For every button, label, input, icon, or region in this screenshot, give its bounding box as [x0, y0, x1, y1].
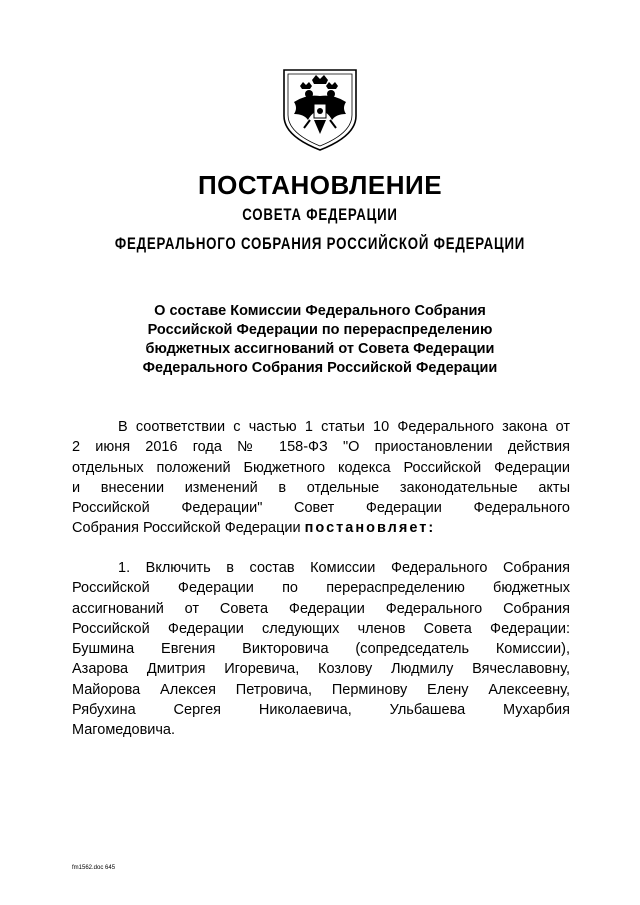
paragraph-line: Азарова Дмитрия Игоревича, Козлову Людмилу Вячеславовну,: [72, 661, 570, 678]
document-title: ПОСТАНОВЛЕНИЕ: [197, 170, 443, 200]
paragraph-line: отдельных положений Бюджетного кодекса Российской Федерации: [72, 459, 570, 476]
paragraph-line: [72, 518, 570, 538]
coat-of-arms-icon: [276, 64, 364, 154]
subject-line: О составе Комиссии Федерального Собрания: [154, 303, 486, 319]
paragraph-line: и внесении изменений в отдельные законодательные акты: [72, 479, 570, 496]
document-code: fm1562.doc 645: [72, 865, 116, 871]
paragraph-line-text: Собрания Российской Федерации: [72, 520, 301, 537]
paragraph-line: Российской Федерации" Совет Федерации Федерального: [72, 500, 570, 517]
document-subject: [80, 302, 560, 378]
document-subtitle-line2: ФЕДЕРАЛЬНОГО СОБРАНИЯ РОССИЙСКОЙ ФЕДЕРАЦИИ: [114, 234, 526, 253]
paragraph-line: Российской Федерации по перераспределению бюджетных: [72, 580, 570, 597]
decree-word: постановляет: [304, 520, 429, 537]
paragraph-line: В соответствии с частью 1 статьи 10 Федерального закона от: [118, 419, 570, 435]
paragraph-line: Бушмина Евгения Викторовича (сопредседатель Комиссии),: [72, 641, 570, 658]
subject-line: бюджетных ассигнований от Совета Федерации: [145, 341, 495, 357]
paragraph-line: Рябухина Сергея Николаевича, Ульбашева Мухарбия: [72, 702, 570, 719]
paragraph-line: Майорова Алексея Петровича, Перминову Елену Алексеевну,: [72, 681, 570, 698]
decree-colon: :: [428, 520, 436, 537]
subject-line: Российской Федерации по перераспределению: [147, 322, 493, 338]
document-subtitle-line1: СОВЕТА ФЕДЕРАЦИИ: [242, 205, 398, 224]
paragraph-line: Магомедовича.: [72, 722, 176, 739]
item-1-paragraph: [72, 558, 570, 741]
subject-line: Федерального Собрания Российской Федерации: [142, 360, 498, 376]
paragraph-line: 1. Включить в состав Комиссии Федерального Собрания: [118, 560, 570, 576]
paragraph-line: 2 июня 2016 года № 158-ФЗ "О приостановлении действия: [72, 439, 570, 456]
preamble-paragraph: [72, 417, 570, 539]
paragraph-line: ассигнований от Совета Федерации Федерального Собрания: [72, 600, 570, 617]
paragraph-line: Российской Федерации следующих членов Совета Федерации:: [72, 620, 570, 637]
